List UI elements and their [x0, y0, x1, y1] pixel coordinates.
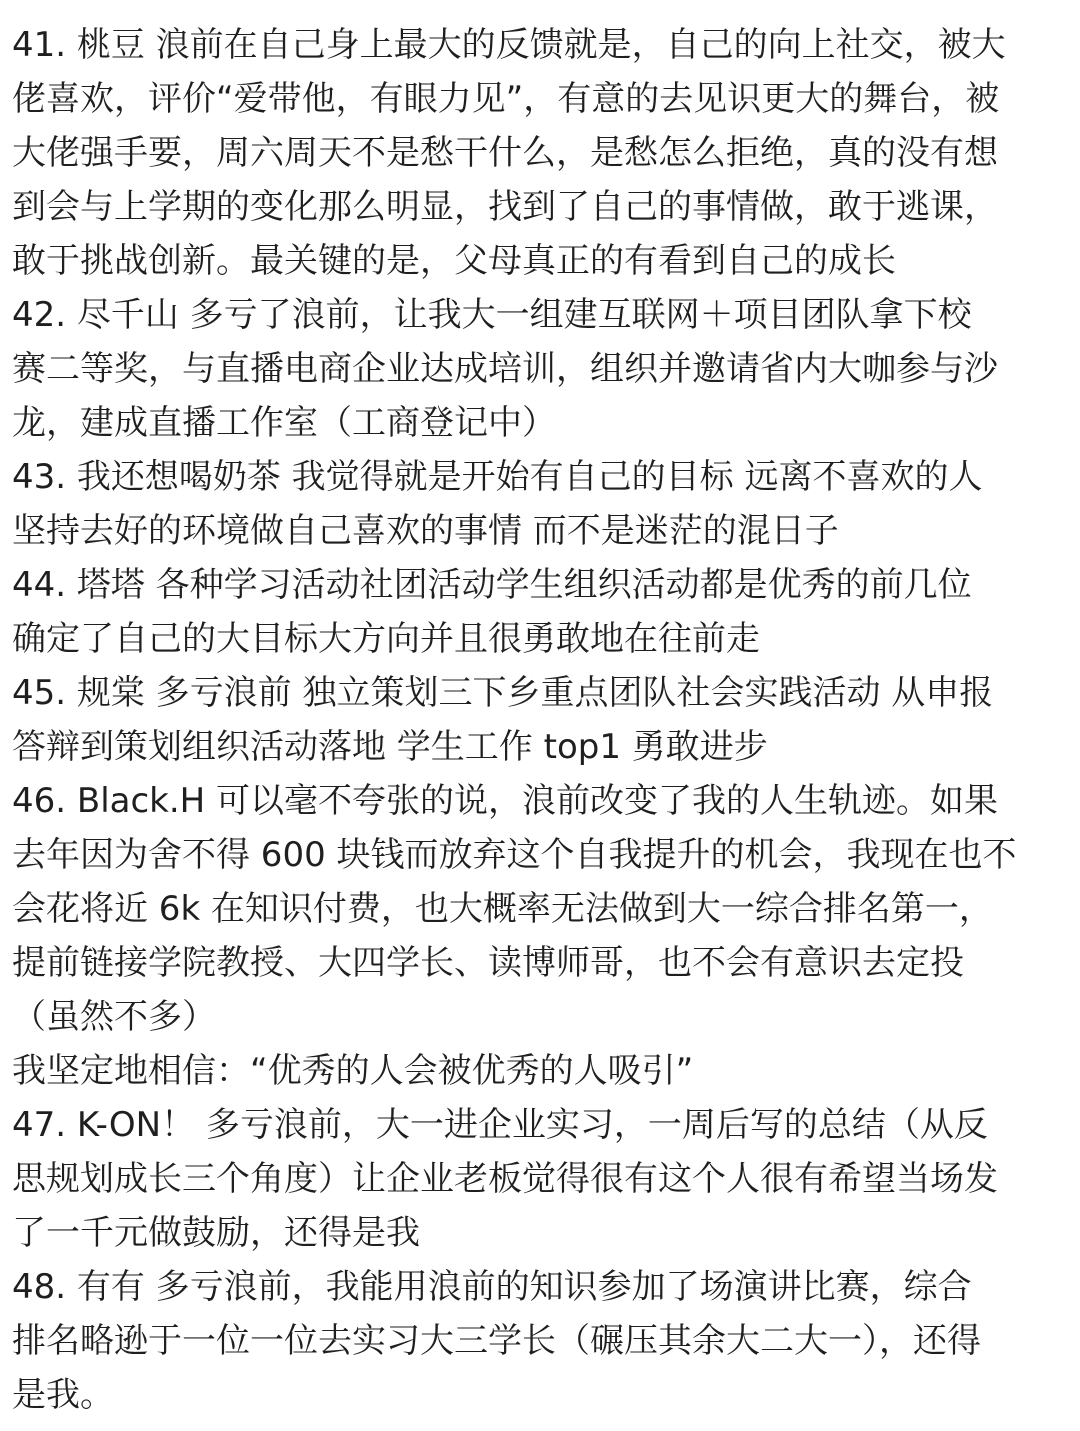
text-line: 42. 尽千山 多亏了浪前，让我大一组建互联网＋项目团队拿下校: [12, 295, 972, 335]
text-line: 佬喜欢，评价“爱带他，有眼力见”，有意的去见识更大的舞台，被: [12, 79, 1000, 119]
text-line: 提前链接学院教授、大四学长、读博师哥，也不会有意识去定投: [12, 943, 964, 983]
text-line: 思规划成长三个角度）让企业老板觉得很有这个人很有希望当场发: [12, 1159, 998, 1199]
text-line: 赛二等奖，与直播电商企业达成培训，组织并邀请省内大咖参与沙: [12, 349, 998, 389]
text-line: 43. 我还想喝奶茶 我觉得就是开始有自己的目标 远离不喜欢的人: [12, 457, 983, 497]
text-line: 答辩到策划组织活动落地 学生工作 top1 勇敢进步: [12, 727, 768, 767]
text-line: 大佬强手要，周六周天不是愁干什么，是愁怎么拒绝，真的没有想: [12, 133, 998, 173]
text-line: 确定了自己的大目标大方向并且很勇敢地在往前走: [12, 619, 760, 659]
text-line: 龙，建成直播工作室（工商登记中）: [12, 403, 556, 443]
text-line: 了一千元做鼓励，还得是我: [12, 1213, 420, 1253]
text-line: （虽然不多）: [12, 997, 216, 1037]
text-line: 是我。: [12, 1375, 114, 1415]
text-line: 去年因为舍不得 600 块钱而放弃这个自我提升的机会，我现在也不: [12, 835, 1017, 875]
text-line: 45. 规棠 多亏浪前 独立策划三下乡重点团队社会实践活动 从申报: [12, 673, 994, 713]
text-line: 排名略逊于一位一位去实习大三学长（碾压其余大二大一），还得: [12, 1321, 981, 1361]
text-line: 41. 桃豆 浪前在自己身上最大的反馈就是，自己的向上社交，被大: [12, 25, 1006, 65]
text-line: 46. Black.H 可以毫不夸张的说，浪前改变了我的人生轨迹。如果: [12, 781, 999, 821]
text-line: 47. K-ON！ 多亏浪前，大一进企业实习，一周后写的总结（从反: [12, 1105, 988, 1145]
text-line: 敢于挑战创新。最关键的是，父母真正的有看到自己的成长: [12, 241, 896, 281]
text-line: 会花将近 6k 在知识付费，也大概率无法做到大一综合排名第一，: [12, 889, 993, 929]
text-line: 坚持去好的环境做自己喜欢的事情 而不是迷茫的混日子: [12, 511, 839, 551]
text-line: 我坚定地相信：“优秀的人会被优秀的人吸引”: [12, 1051, 694, 1091]
text-line: 44. 塔塔 各种学习活动社团活动学生组织活动都是优秀的前几位: [12, 565, 972, 605]
testimonial-text: [12, 18, 1076, 1422]
text-line: 到会与上学期的变化那么明显，找到了自己的事情做，敢于逃课，: [12, 187, 998, 227]
text-line: 48. 有有 多亏浪前，我能用浪前的知识参加了场演讲比赛，综合: [12, 1267, 972, 1307]
